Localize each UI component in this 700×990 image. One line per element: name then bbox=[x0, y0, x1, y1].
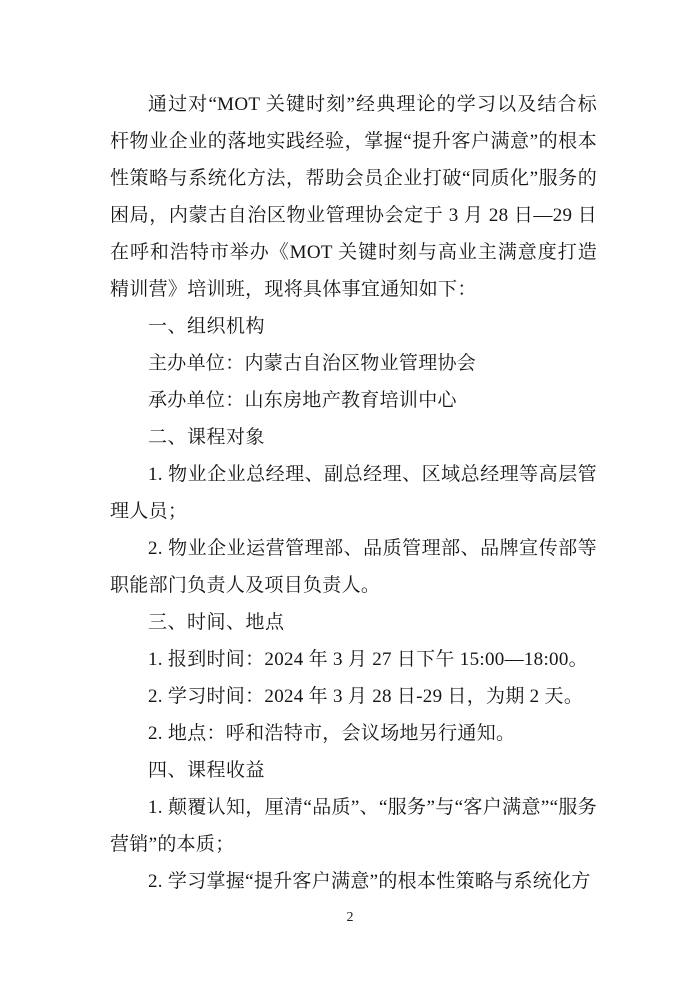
study-time-line: 2. 学习时间：2024 年 3 月 28 日-29 日，为期 2 天。 bbox=[148, 686, 584, 707]
document-body bbox=[110, 86, 597, 900]
intro-paragraph: 通过对“MOT 关键时刻”经典理论的学习以及结合标杆物业企业的落地实践经验，掌握“提升客户满意”的根本性策略与系统化方法，帮助会员企业打破“同质化”服务的困局，内蒙古自治区物业管理协会定于 3 月 28 日—29 日在呼和浩特市举办《MOT 关键时刻与高业主满意度打造精训营》培训班，现将具体事宜通知如下： bbox=[110, 94, 597, 300]
audience-item-2: 2. 物业企业运营管理部、品质管理部、品牌宣传部等职能部门负责人及项目负责人。 bbox=[110, 538, 597, 596]
organizer-undertaker-line: 承办单位：山东房地产教育培训中心 bbox=[148, 390, 457, 411]
section-heading-benefits: 四、课程收益 bbox=[148, 760, 266, 781]
benefit-item-1: 1. 颠覆认知，厘清“品质”、“服务”与“客户满意”“服务营销”的本质； bbox=[110, 797, 597, 855]
benefit-item-2: 2. 学习掌握“提升客户满意”的根本性策略与系统化方 bbox=[148, 871, 591, 892]
section-heading-organization: 一、组织机构 bbox=[148, 316, 266, 337]
page-number: 2 bbox=[346, 910, 354, 925]
organizer-host-line: 主办单位：内蒙古自治区物业管理协会 bbox=[148, 353, 477, 374]
section-heading-audience: 二、课程对象 bbox=[148, 427, 266, 448]
audience-item-1: 1. 物业企业总经理、副总经理、区域总经理等高层管理人员； bbox=[110, 464, 597, 522]
registration-time-line: 1. 报到时间：2024 年 3 月 27 日下午 15:00—18:00。 bbox=[148, 649, 588, 670]
section-heading-time-place: 三、时间、地点 bbox=[148, 612, 285, 633]
location-line: 2. 地点：呼和浩特市，会议场地另行通知。 bbox=[148, 723, 516, 744]
